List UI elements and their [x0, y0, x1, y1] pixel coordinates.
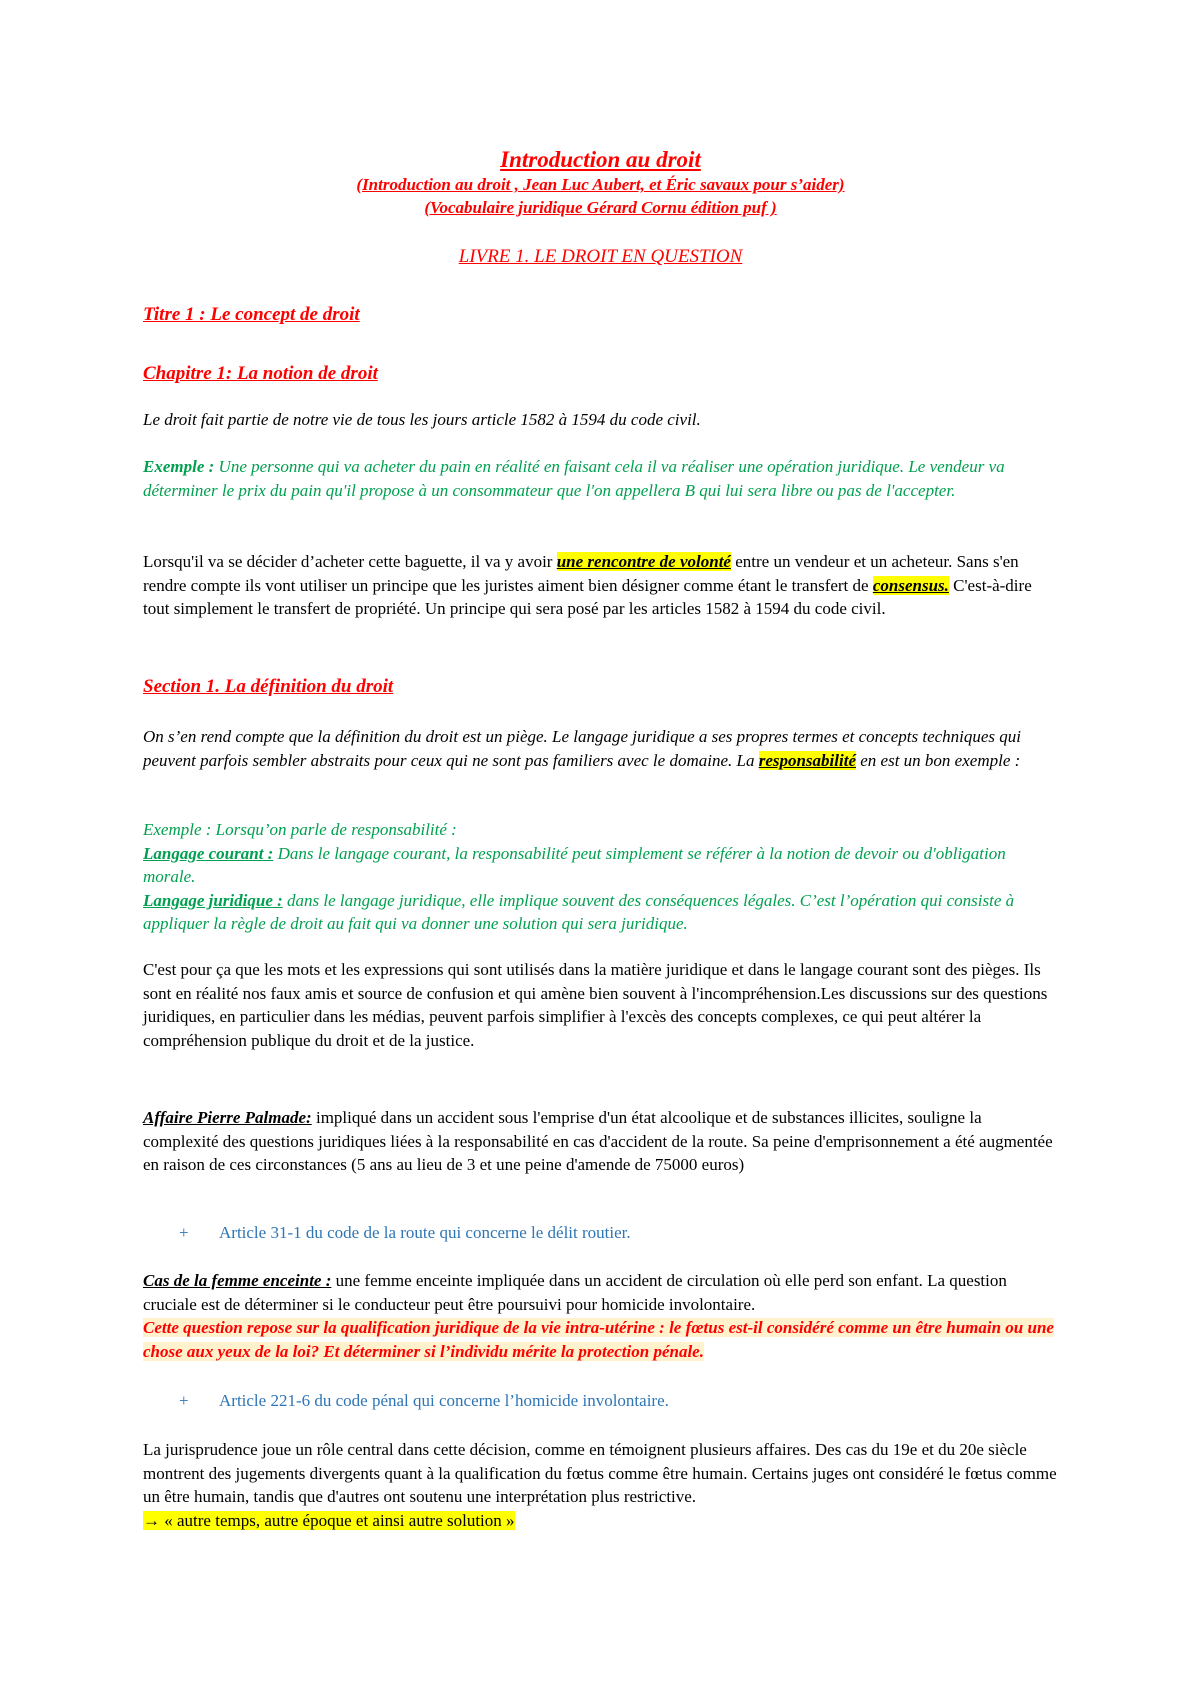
baguette-paragraph: [143, 550, 1058, 621]
affaire-palmade-text: impliqué dans un accident sous l'emprise d'un état alcoolique et de substances illicites, souligne la complexité des questions juridiques liées à la responsabilité en cas d'accident de la route. Sa peine d'emprisonnement a été augmentée en raison de ces circonstances (5 ans au lieu de 3 et une peine d'amende de 75000 euros): [143, 1108, 1053, 1174]
bullet-article-31-1-text: Article 31-1 du code de la route qui concerne le délit routier.: [219, 1223, 631, 1242]
jurisprudence-paragraph: [143, 1438, 1058, 1532]
baguette-text-3: C'est-à-dire tout simplement le transfert de propriété. Un principe qui sera posé par les articles 1582 à 1594 du code civil.: [143, 575, 1032, 618]
affaire-palmade-paragraph: [143, 1106, 1058, 1177]
definition-text-1: On s’en rend compte que la définition du droit est un piège. Le langage juridique a ses propres termes et concepts techniques qui peuvent parfois sembler abstraits pour ceux qui ne sont pas familiers avec le domaine. La: [143, 727, 1022, 770]
section-1-heading: Section 1. La définition du droit: [143, 676, 394, 697]
baguette-text-1: Lorsqu'il va se décider d’acheter cette baguette, il va y avoir: [143, 552, 557, 571]
plus-icon: +: [179, 1391, 189, 1410]
livre-heading: LIVRE 1. LE DROIT EN QUESTION: [458, 246, 743, 267]
femme-enceinte-paragraph: [143, 1269, 1058, 1363]
jurisprudence-text: La jurisprudence joue un rôle central dans cette décision, comme en témoignent plusieurs affaires. Des cas du 19e et du 20e siècle montrent des jugements divergents quant à la qualification du fœtus comme être humain. Certains juges ont considéré le fœtus comme un être humain, tandis que d'autres ont soutenu une interprétation plus restrictive.: [143, 1440, 1057, 1506]
exemple-label: Exemple :: [143, 457, 215, 476]
foetus-question-highlight: Cette question repose sur la qualification juridique de la vie intra-utérine : le fœtus est-il considéré comme un être humain ou une chose aux yeux de la loi? Et déterminer si l’individu mérite la protection pénale.: [143, 1318, 1054, 1361]
responsabilite-example-intro: Exemple : Lorsqu’on parle de responsabilité :: [143, 820, 457, 839]
exemple-paragraph: [143, 455, 1058, 502]
langage-courant-label: Langage courant :: [143, 843, 274, 863]
highlight-responsabilite: responsabilité: [758, 750, 856, 770]
chapitre-heading: Chapitre 1: La notion de droit: [143, 363, 378, 384]
intro-paragraph: Le droit fait partie de notre vie de tous les jours article 1582 à 1594 du code civil.: [143, 410, 701, 429]
baguette-text-2: entre un vendeur et un acheteur. Sans s'en rendre compte ils vont utiliser un principe que les juristes aiment bien désigner comme étant le transfert de: [143, 552, 1019, 595]
exemple-text: Une personne qui va acheter du pain en réalité en faisant cela il va réaliser une opération juridique. Le vendeur va déterminer le prix du pain qu'il propose à un consommateur que l'on appellera B qui lui sera libre ou pas de l'accepter.: [143, 457, 1005, 500]
highlight-rencontre-volonte: une rencontre de volonté: [556, 552, 731, 571]
autre-temps-quote: → « autre temps, autre époque et ainsi autre solution »: [143, 1510, 515, 1530]
highlight-consensus: consensus.: [872, 575, 949, 595]
langage-juridique-label: Langage juridique :: [143, 890, 283, 910]
responsabilite-example-block: [143, 818, 1058, 936]
affaire-palmade-label: Affaire Pierre Palmade:: [143, 1108, 312, 1127]
titre-heading: Titre 1 : Le concept de droit: [143, 304, 360, 325]
document-title: Introduction au droit: [500, 147, 701, 172]
bullet-article-221-6: [179, 1389, 669, 1412]
langage-courant-text: Dans le langage courant, la responsabilité peut simplement se référer à la notion de devoir ou d'obligation morale.: [143, 843, 1006, 886]
femme-enceinte-text: une femme enceinte impliquée dans un accident de circulation où elle perd son enfant. La question cruciale est de déterminer si le conducteur peut être poursuivi pour homicide involontaire.: [143, 1271, 1007, 1314]
document-subtitle-vocabulary: (Vocabulaire juridique Gérard Cornu édition puf ): [424, 198, 777, 217]
langage-courant-paragraph: [143, 842, 1058, 889]
bullet-article-221-6-text: Article 221-6 du code pénal qui concerne l’homicide involontaire.: [219, 1391, 669, 1410]
definition-paragraph: [143, 725, 1058, 772]
pieges-paragraph: C'est pour ça que les mots et les expressions qui sont utilisés dans la matière juridique et dans le langage courant sont des pièges. Ils sont en réalité nos faux amis et source de confusion et qui amène bien souvent à l'incompréhension.Les discussions sur des questions juridiques, en particulier dans les médias, peuvent parfois simplifier à l'excès des concepts complexes, ce qui peut altérer la compréhension publique du droit et de la justice.: [143, 960, 1048, 1050]
femme-enceinte-label: Cas de la femme enceinte :: [143, 1271, 332, 1290]
bullet-article-31-1: [179, 1221, 631, 1244]
langage-juridique-paragraph: [143, 889, 1058, 936]
definition-text-2: en est un bon exemple :: [856, 750, 1021, 770]
langage-juridique-text: dans le langage juridique, elle implique souvent des conséquences légales. C’est l’opération qui consiste à appliquer la règle de droit au fait qui va donner une solution qui sera juridique.: [143, 890, 1015, 933]
plus-icon: +: [179, 1223, 189, 1242]
document-subtitle-source: (Introduction au droit , Jean Luc Aubert, et Éric savaux pour s’aider): [356, 175, 845, 194]
